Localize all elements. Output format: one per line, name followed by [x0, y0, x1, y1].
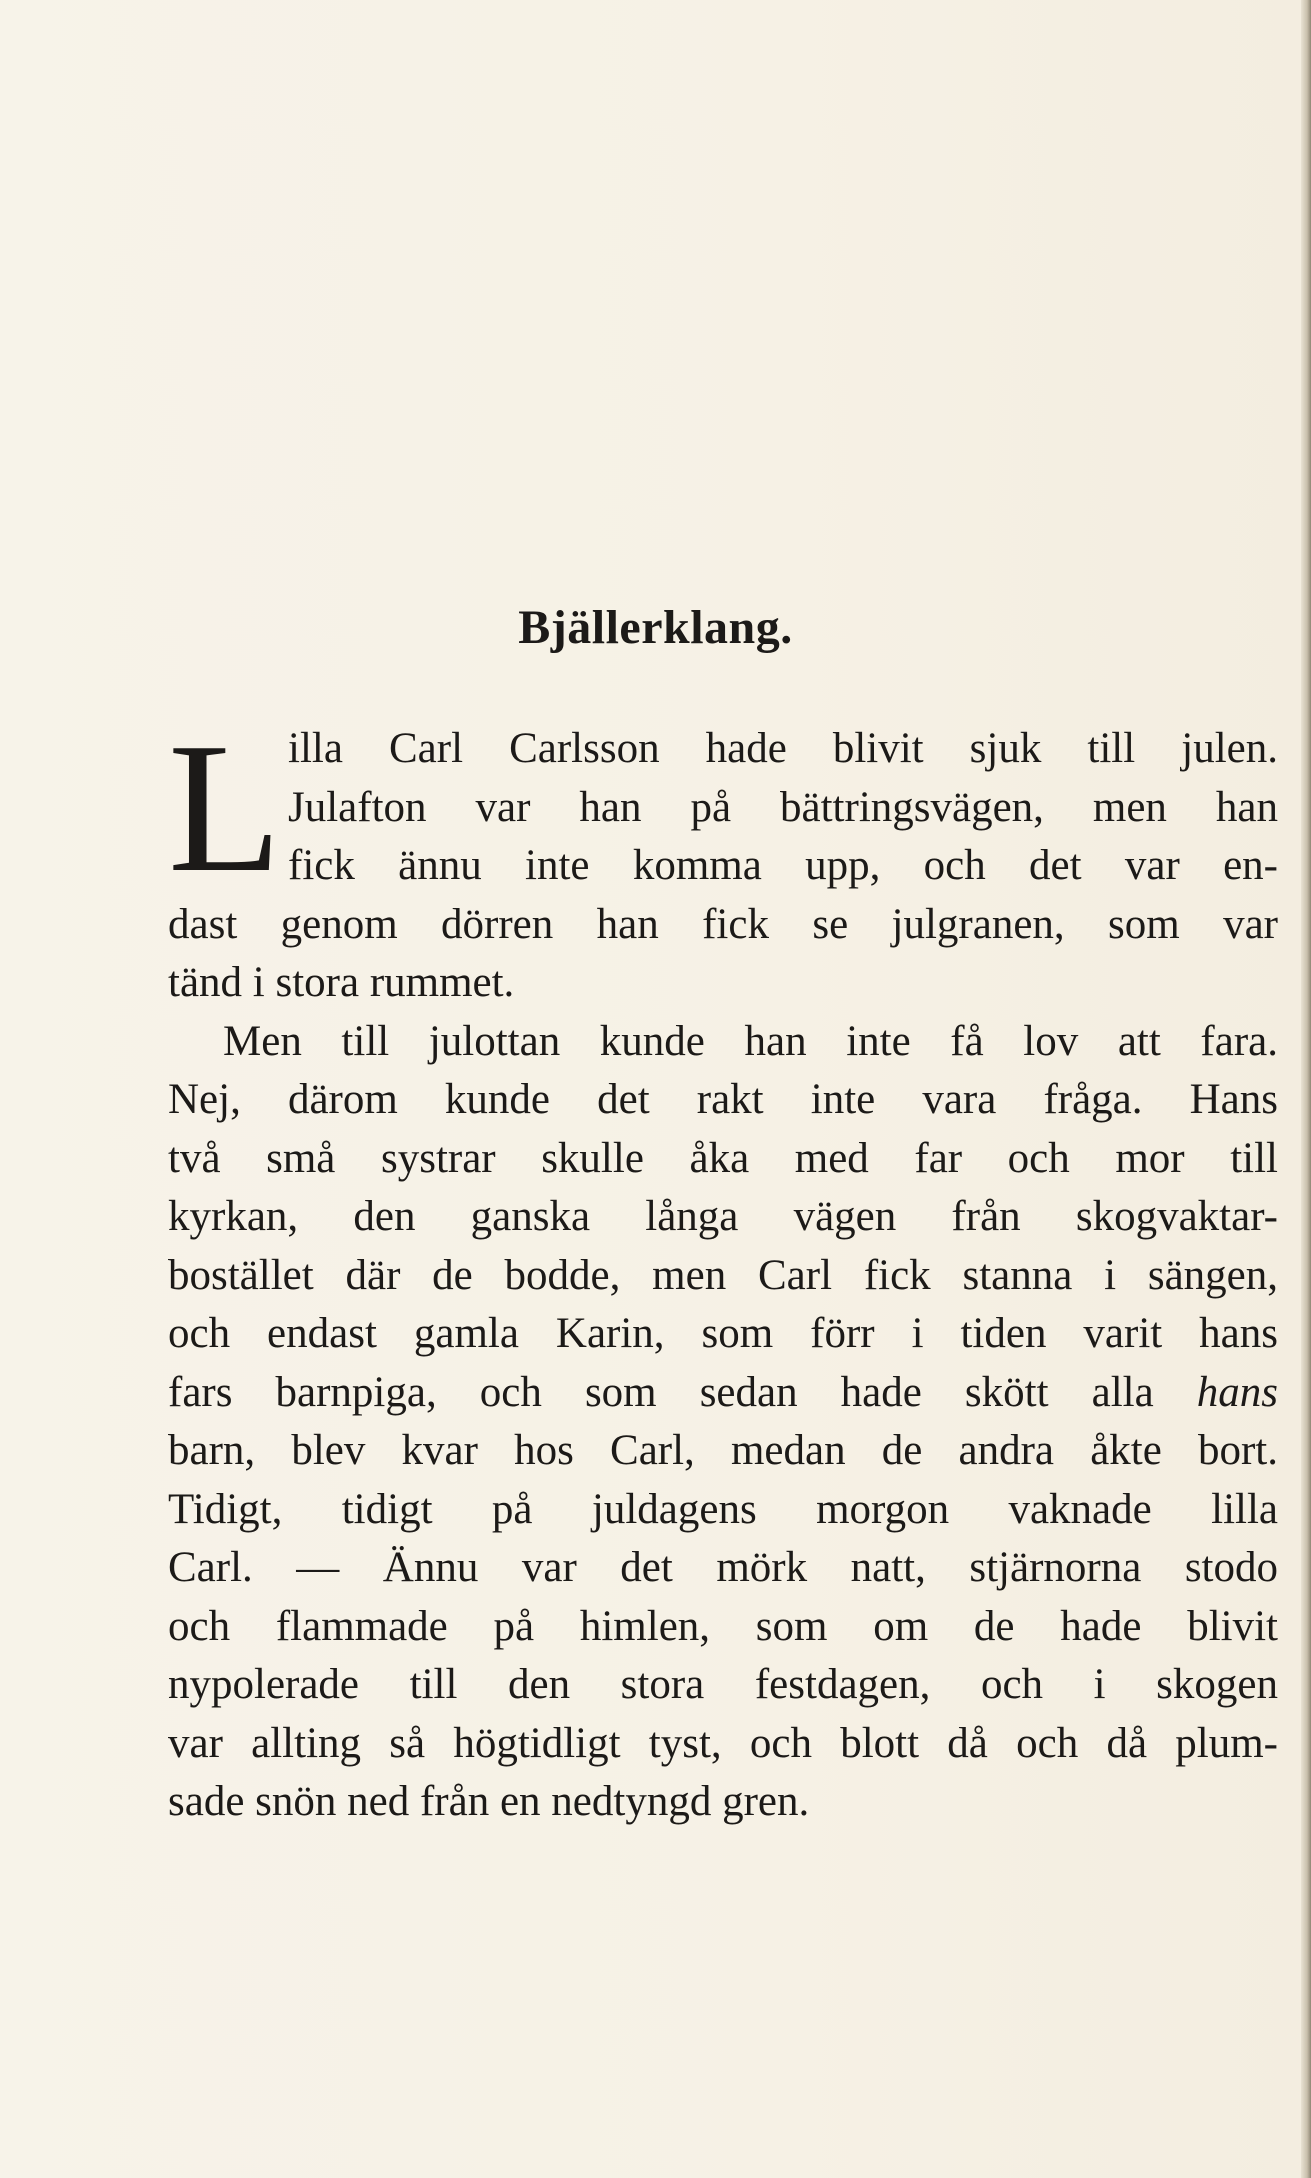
text-line: fick ännu inte komma upp, och det var en-: [288, 842, 1278, 889]
text-line: barn, blev kvar hos Carl, medan de andra åkte bort.: [168, 1427, 1278, 1474]
text-line: två små systrar skulle åka med far och mor till: [168, 1134, 1278, 1182]
text-line: och endast gamla Karin, som förr i tiden varit hans: [168, 1310, 1278, 1357]
text-line: nypolerade till den stora festdagen, och i skogen: [168, 1661, 1278, 1708]
text-line: bostället där de bodde, men Carl fick stanna i sängen,: [168, 1251, 1278, 1299]
text-line: var allting så högtidligt tyst, och blott då och då plum-: [168, 1719, 1278, 1767]
text-line: sade snön ned från en nedtyngd gren.: [168, 1778, 810, 1825]
text-line: Julafton var han på bättringsvägen, men han: [288, 783, 1278, 831]
text-line: Carl. — Ännu var det mörk natt, stjärnorna stodo: [168, 1544, 1278, 1591]
text-line: Tidigt, tidigt på juldagens morgon vaknade lilla: [168, 1485, 1278, 1533]
text-segment: fars barnpiga, och som sedan hade skött alla: [168, 1368, 1154, 1416]
chapter-title: Bjällerklang.: [518, 601, 793, 654]
body-text: [168, 705, 1278, 1832]
text-line: kyrkan, den ganska långa vägen från skogvaktar-: [168, 1193, 1278, 1240]
text-line: Nej, därom kunde det rakt inte vara fråga. Hans: [168, 1076, 1278, 1123]
page-edge: [1301, 0, 1311, 2178]
emphasized-word: hans: [1196, 1368, 1278, 1416]
text-line: och flammade på himlen, som om de hade blivit: [168, 1602, 1278, 1650]
text-line: [168, 1364, 1278, 1423]
text-line: dast genom dörren han fick se julgranen, som var: [168, 900, 1278, 948]
text-line: tänd i stora rummet.: [168, 959, 515, 1006]
text-line: Men till julottan kunde han inte få lov att fara.: [223, 1017, 1278, 1065]
drop-cap: L: [168, 705, 282, 911]
text-line: illa Carl Carlsson hade blivit sjuk till julen.: [288, 725, 1278, 772]
